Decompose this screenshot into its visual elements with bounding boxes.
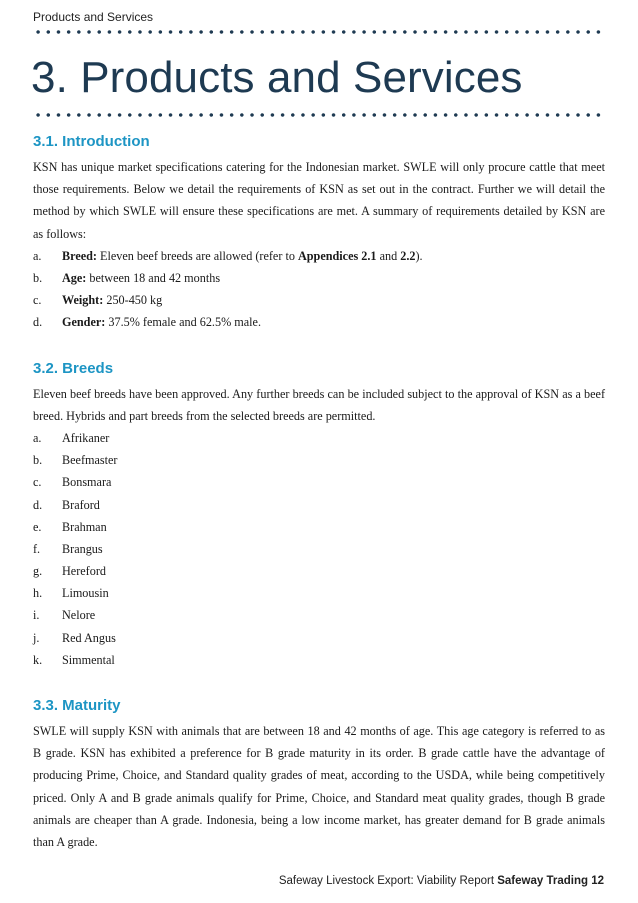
list-item	[33, 560, 605, 582]
chapter-title: 3. Products and Services	[31, 53, 523, 102]
section-heading: 3.1. Introduction	[33, 133, 150, 150]
list-item	[33, 311, 605, 333]
list-item	[33, 538, 605, 560]
list-marker: c.	[33, 293, 42, 308]
requirement-text-part: ).	[415, 248, 423, 263]
list-marker: e.	[33, 519, 42, 534]
list-marker: b.	[33, 271, 43, 285]
list-marker: h.	[33, 586, 43, 601]
list-item	[33, 627, 605, 649]
running-head: Products and Services	[33, 10, 154, 24]
list-marker: c.	[33, 475, 42, 490]
requirement-text-part: 37.5% female and 62.5% male.	[105, 315, 262, 330]
requirement-text-part: 250-450 kg	[103, 293, 163, 308]
report-title: Safeway Livestock Export: Viability Report	[278, 875, 495, 887]
requirement-text	[62, 289, 162, 311]
requirement-text-part: and	[376, 248, 401, 263]
list-marker: f.	[33, 541, 41, 556]
breed-name: Nelore	[62, 608, 96, 623]
list-marker: d.	[33, 315, 43, 330]
requirement-text-part: Eleven beef breeds are allowed (refer to	[96, 248, 298, 263]
list-marker: i.	[33, 608, 40, 623]
list-marker: a.	[33, 248, 42, 263]
breed-name: Beefmaster	[62, 453, 118, 468]
section-maturity	[33, 692, 605, 853]
list-item	[33, 604, 605, 626]
list-item	[33, 494, 605, 516]
list-item	[33, 471, 605, 493]
list-marker: d.	[33, 497, 43, 512]
list-item	[33, 427, 605, 449]
list-marker: j.	[33, 630, 40, 645]
dotted-rule-top	[33, 30, 605, 34]
breed-name: Braford	[62, 497, 100, 512]
breed-name: Hereford	[62, 564, 106, 579]
list-marker: k.	[33, 652, 43, 667]
list-item	[33, 449, 605, 471]
list-marker: g.	[33, 564, 43, 579]
breed-name: Red Angus	[62, 630, 116, 645]
breed-name: Simmental	[62, 652, 115, 667]
list-item	[33, 245, 605, 267]
page-content	[33, 128, 605, 853]
dotted-rule-bottom	[33, 113, 605, 117]
appendix-ref: Appendices 2.1	[297, 248, 377, 263]
list-marker: a.	[33, 430, 42, 445]
breed-name: Brahman	[62, 519, 107, 534]
breed-name: Bonsmara	[62, 475, 112, 490]
appendix-ref: 2.2	[400, 248, 416, 263]
list-item	[33, 649, 605, 671]
requirement-text	[62, 267, 220, 289]
requirements-list	[33, 245, 605, 334]
list-item	[33, 289, 605, 311]
requirement-label: Gender:	[62, 315, 106, 330]
section-heading: 3.2. Breeds	[33, 359, 114, 377]
page-number: 12	[591, 875, 604, 887]
requirement-text-part: between 18 and 42 months	[86, 271, 221, 285]
list-marker: b.	[33, 453, 43, 468]
list-item	[33, 516, 605, 538]
requirement-label: Breed:	[62, 248, 97, 263]
requirement-label: Age:	[62, 271, 87, 285]
requirement-label: Weight:	[62, 293, 104, 308]
breed-name: Limousin	[62, 586, 109, 601]
intro-paragraph: KSN has unique market specifications catering for the Indonesian market. SWLE will only procure cattle that meet those requirements. Below we detail the requirements of KSN as set out in the contract. Further we will detail the method by which SWLE will ensure these specifications are met. A summary of requirements detailed by KSN are as follows:	[33, 160, 605, 241]
breeds-paragraph: Eleven beef breeds have been approved. Any further breeds can be included subject to the approval of KSN as a beef breed. Hybrids and part breeds from the selected breeds are permitted.	[33, 386, 605, 423]
section-heading: 3.3. Maturity	[33, 697, 121, 715]
page-footer	[279, 875, 604, 887]
breed-name: Afrikaner	[62, 430, 110, 445]
requirement-text	[62, 245, 423, 267]
section-introduction	[33, 128, 605, 334]
breed-name: Brangus	[62, 541, 103, 556]
section-breeds	[33, 355, 605, 671]
requirement-text	[62, 311, 261, 333]
list-item	[33, 267, 605, 289]
list-item	[33, 582, 605, 604]
company-name: Safeway Trading	[497, 875, 588, 887]
maturity-paragraph: SWLE will supply KSN with animals that are between 18 and 42 months of age. This age category is referred to as B grade. KSN has exhibited a preference for B grade maturity in its order. B grade cattle have the advantage of producing Prime, Choice, and Standard quality grades of meat, according to the USDA, while being competitively priced. Only A and B grade animals qualify for Prime, Choice, and Standard meat quality grades, though B grade animals are cheaper than A grade. Indonesia, being a low income market, has greater demand for B grade animals than A grade.	[33, 724, 605, 850]
breeds-list	[33, 427, 605, 671]
